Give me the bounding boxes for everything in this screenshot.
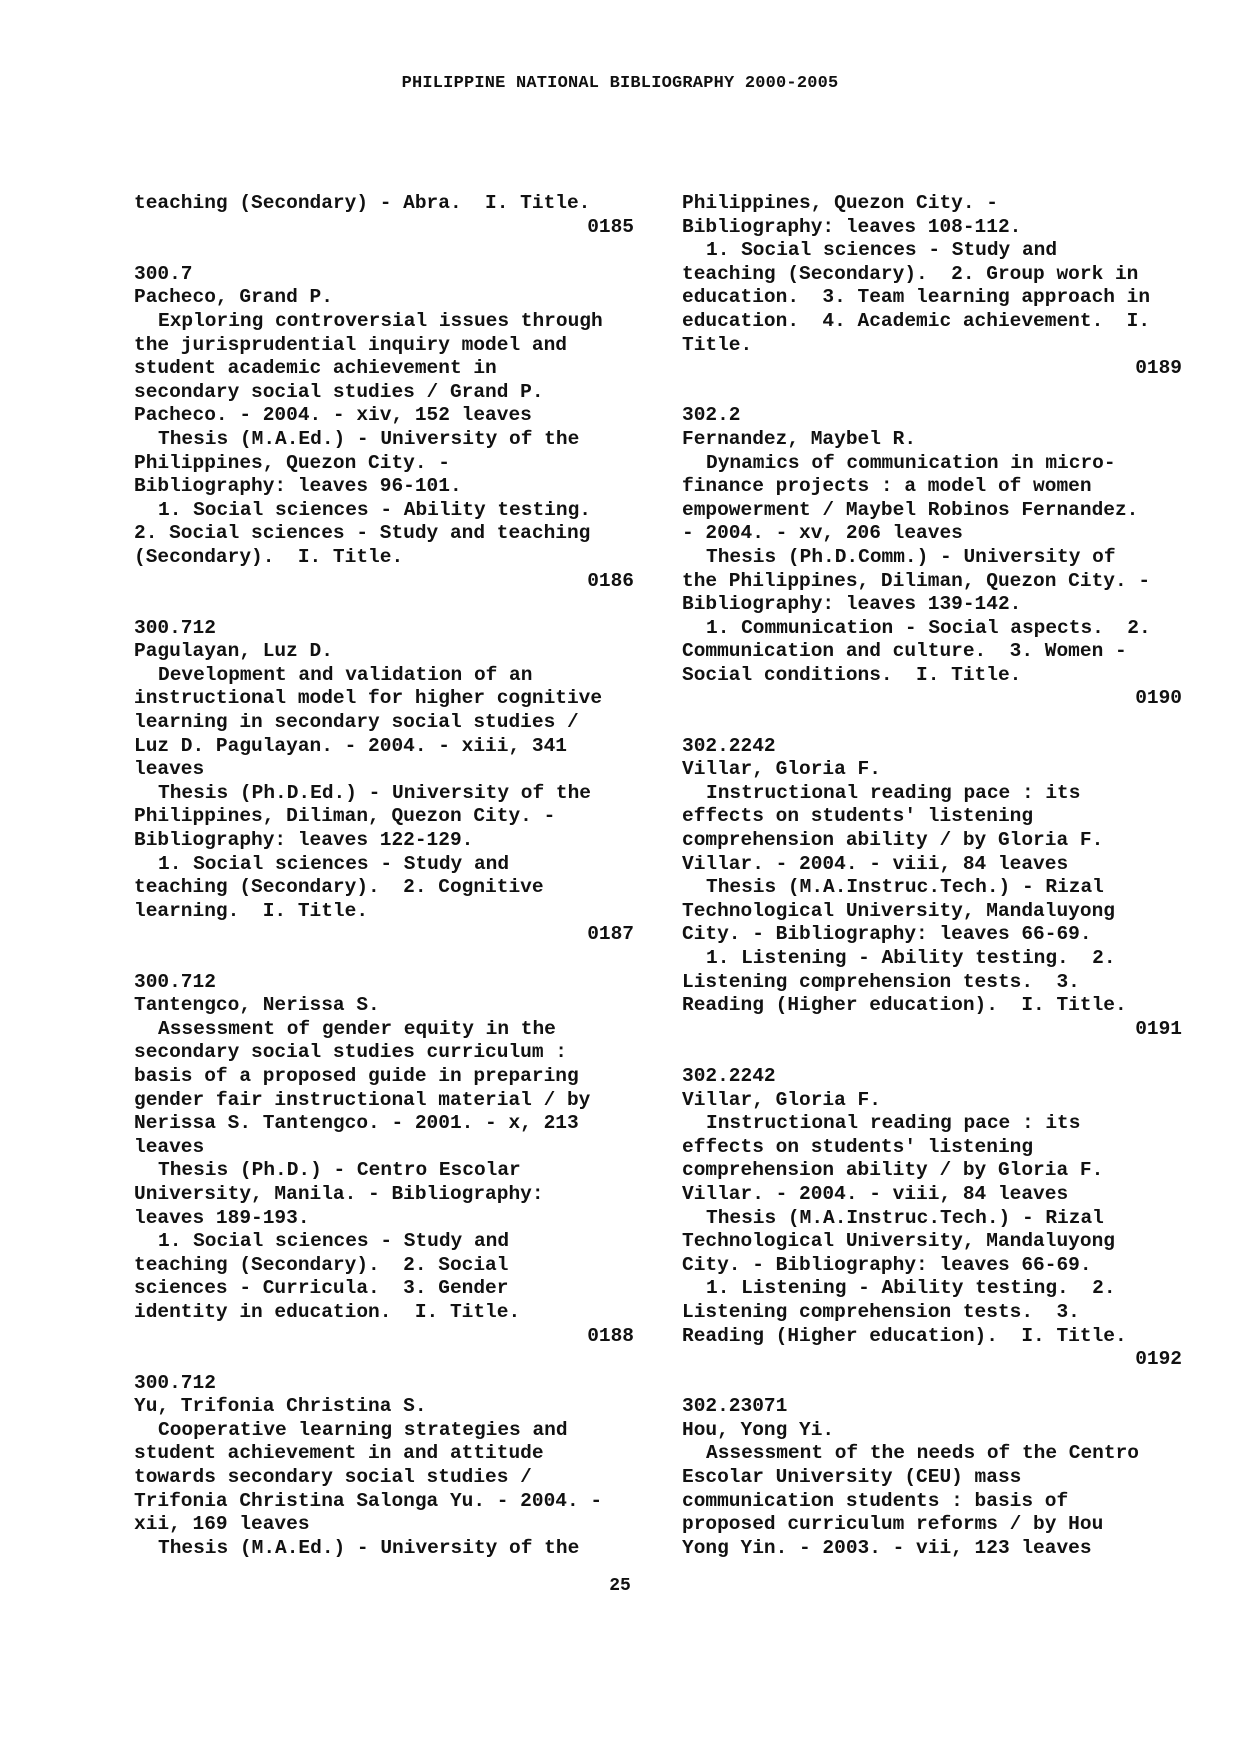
entry-line: sciences - Curricula. 3. Gender [134, 1277, 509, 1300]
entry-line-indented: 1. Social sciences - Study and [158, 852, 510, 875]
entry-line: Listening comprehension tests. 3. [682, 1300, 1080, 1323]
entry-line: Title. [682, 333, 753, 356]
entry-line-indented: 1. Listening - Ability testing. 2. [706, 947, 1116, 969]
entry-line: Technological University, Mandaluyong [682, 899, 1115, 922]
entry-line: Bibliography: leaves 108-112. [682, 215, 1022, 238]
entry-line-indented: 1. Social sciences - Ability testing. [158, 498, 591, 521]
entry-line: Trifonia Christina Salonga Yu. - 2004. - [134, 1489, 603, 1512]
blank-line [134, 947, 634, 971]
entry-line: - 2004. - xv, 206 leaves [682, 522, 963, 545]
entry-line: finance projects : a model of women [682, 475, 1092, 498]
entry-line: Pacheco, Grand P. [134, 286, 333, 309]
blank-line [682, 381, 1182, 405]
entry-line: secondary social studies curriculum : [134, 1041, 567, 1064]
entry-line: 2. Social sciences - Study and teaching [134, 522, 591, 545]
entry-line: education. 4. Academic achievement. I. [682, 309, 1151, 332]
entry-line: the jurisprudential inquiry model and [134, 333, 567, 356]
entry-line: Yu, Trifonia Christina S. [134, 1395, 427, 1418]
entry-line: comprehension ability / by Gloria F. [682, 829, 1104, 852]
entry-line-indented: 1. Listening - Ability testing. 2. [706, 1277, 1116, 1300]
entry-line: identity in education. I. Title. [134, 1300, 521, 1323]
entry-number: 0190 [1135, 687, 1182, 710]
entry-number: 0189 [1135, 357, 1182, 380]
entry-line-indented: Instructional reading pace : its [706, 1112, 1081, 1135]
entry-line: Fernandez, Maybel R. [682, 427, 917, 450]
entry-line: Social conditions. I. Title. [682, 663, 1022, 686]
blank-line [682, 711, 1182, 735]
entry-line: education. 3. Team learning approach in [682, 286, 1151, 309]
entry-line: Tantengco, Nerissa S. [134, 994, 380, 1017]
entry-line: Bibliography: leaves 96-101. [134, 475, 462, 498]
entry-line: student academic achievement in [134, 357, 497, 380]
entry-line: Bibliography: leaves 139-142. [682, 593, 1022, 616]
entry-line: empowerment / Maybel Robinos Fernandez. [682, 498, 1139, 521]
entry-line: 300.712 [134, 1371, 216, 1394]
entry-line-indented: 1. Social sciences - Study and [706, 239, 1058, 262]
entry-line: Communication and culture. 3. Women - [682, 640, 1127, 663]
entry-line-indented: Assessment of gender equity in the [158, 1017, 556, 1040]
entry-line-indented: Instructional reading pace : its [706, 781, 1081, 804]
entry-line: City. - Bibliography: leaves 66-69. [682, 1253, 1092, 1276]
entry-number: 0186 [587, 569, 634, 592]
entry-line: Reading (Higher education). I. Title. [682, 994, 1127, 1017]
entry-line: leaves [134, 1135, 205, 1158]
entry-line-indented: Dynamics of communication in micro- [706, 451, 1116, 474]
entry-line-indented: Assessment of the needs of the Centro [706, 1442, 1139, 1465]
entry-line: Reading (Higher education). I. Title. [682, 1324, 1127, 1347]
entry-line-indented: 1. Social sciences - Study and [158, 1230, 510, 1253]
entry-line: teaching (Secondary). 2. Cognitive [134, 876, 544, 899]
entry-line-indented: Thesis (M.A.Instruc.Tech.) - Rizal [706, 876, 1104, 899]
entry-line: student achievement in and attitude [134, 1442, 544, 1465]
right-column [682, 192, 1182, 1560]
page-number: 25 [609, 1576, 631, 1596]
entry-line: proposed curriculum reforms / by Hou [682, 1513, 1104, 1536]
blank-line [134, 239, 634, 263]
entry-line: learning. I. Title. [134, 899, 369, 922]
entry-line: secondary social studies / Grand P. [134, 380, 544, 403]
entry-line: Luz D. Pagulayan. - 2004. - xiii, 341 [134, 734, 567, 757]
entry-line: teaching (Secondary). 2. Group work in [682, 262, 1139, 285]
entry-line: Technological University, Mandaluyong [682, 1230, 1115, 1253]
left-column [134, 192, 634, 1560]
entry-line: City. - Bibliography: leaves 66-69. [682, 923, 1092, 946]
entry-line: learning in secondary social studies / [134, 711, 579, 734]
entry-line: Yong Yin. - 2003. - vii, 123 leaves [682, 1536, 1092, 1559]
entry-line-indented: Thesis (Ph.D.Comm.) - University of [706, 545, 1116, 568]
entry-line: Pacheco. - 2004. - xiv, 152 leaves [134, 404, 532, 427]
entry-line: Pagulayan, Luz D. [134, 640, 333, 663]
entry-line: 302.2242 [682, 734, 776, 757]
entry-line: Philippines, Quezon City. - [134, 451, 450, 474]
entry-line: effects on students' listening [682, 1135, 1034, 1158]
entry-line: gender fair instructional material / by [134, 1088, 591, 1111]
entry-line-indented: Cooperative learning strategies and [158, 1418, 568, 1441]
entry-line: Villar, Gloria F. [682, 758, 881, 781]
entry-line: Hou, Yong Yi. [682, 1418, 835, 1441]
entry-line-indented: Thesis (M.A.Ed.) - University of the [158, 1536, 580, 1559]
entry-number: 0191 [1135, 1017, 1182, 1040]
entry-line: 300.7 [134, 262, 193, 285]
entry-line: 302.2242 [682, 1064, 776, 1087]
entry-line: basis of a proposed guide in preparing [134, 1064, 579, 1087]
entry-line-indented: 1. Communication - Social aspects. 2. [706, 616, 1151, 639]
entry-line: the Philippines, Diliman, Quezon City. - [682, 569, 1151, 592]
entry-line: 302.2 [682, 404, 741, 427]
blank-line [134, 593, 634, 617]
entry-line: instructional model for higher cognitive [134, 687, 603, 710]
blank-line [682, 1372, 1182, 1396]
entry-line-indented: Thesis (M.A.Ed.) - University of the [158, 427, 580, 450]
entry-line-indented: Exploring controversial issues through [158, 309, 603, 332]
entry-line: teaching (Secondary). 2. Social [134, 1253, 509, 1276]
entry-number: 0188 [587, 1324, 634, 1347]
entry-line: 300.712 [134, 970, 216, 993]
entry-line: Villar. - 2004. - viii, 84 leaves [682, 852, 1069, 875]
entry-line: leaves [134, 758, 205, 781]
entry-line-indented: Thesis (Ph.D.Ed.) - University of the [158, 781, 591, 804]
blank-line [134, 1348, 634, 1372]
blank-line [682, 1041, 1182, 1065]
entry-line: Nerissa S. Tantengco. - 2001. - x, 213 [134, 1112, 579, 1135]
entry-line: (Secondary). I. Title. [134, 545, 404, 568]
entry-line-indented: Thesis (M.A.Instruc.Tech.) - Rizal [706, 1206, 1104, 1229]
entry-number: 0192 [1135, 1348, 1182, 1371]
entry-number: 0185 [587, 215, 634, 238]
entry-line: communication students : basis of [682, 1489, 1069, 1512]
entry-number: 0187 [587, 923, 634, 946]
entry-line: 300.712 [134, 616, 216, 639]
entry-line: Philippines, Diliman, Quezon City. - [134, 805, 556, 828]
entry-line: 302.23071 [682, 1395, 788, 1418]
entry-line: Philippines, Quezon City. - [682, 192, 998, 214]
entry-line: xii, 169 leaves [134, 1513, 310, 1536]
entry-line: Villar, Gloria F. [682, 1088, 881, 1111]
entry-line: towards secondary social studies / [134, 1466, 532, 1489]
entry-line: comprehension ability / by Gloria F. [682, 1159, 1104, 1182]
entry-line: effects on students' listening [682, 805, 1034, 828]
entry-line: Bibliography: leaves 122-129. [134, 829, 474, 852]
entry-line-indented: Thesis (Ph.D.) - Centro Escolar [158, 1159, 521, 1182]
entry-line: leaves 189-193. [134, 1206, 310, 1229]
page-header: PHILIPPINE NATIONAL BIBLIOGRAPHY 2000-2005 [401, 74, 839, 93]
entry-line: Escolar University (CEU) mass [682, 1466, 1022, 1489]
entry-line: teaching (Secondary) - Abra. I. Title. [134, 192, 591, 214]
entry-line-indented: Development and validation of an [158, 663, 533, 686]
entry-line: Listening comprehension tests. 3. [682, 970, 1080, 993]
entry-line: University, Manila. - Bibliography: [134, 1182, 544, 1205]
entry-line: Villar. - 2004. - viii, 84 leaves [682, 1182, 1069, 1205]
